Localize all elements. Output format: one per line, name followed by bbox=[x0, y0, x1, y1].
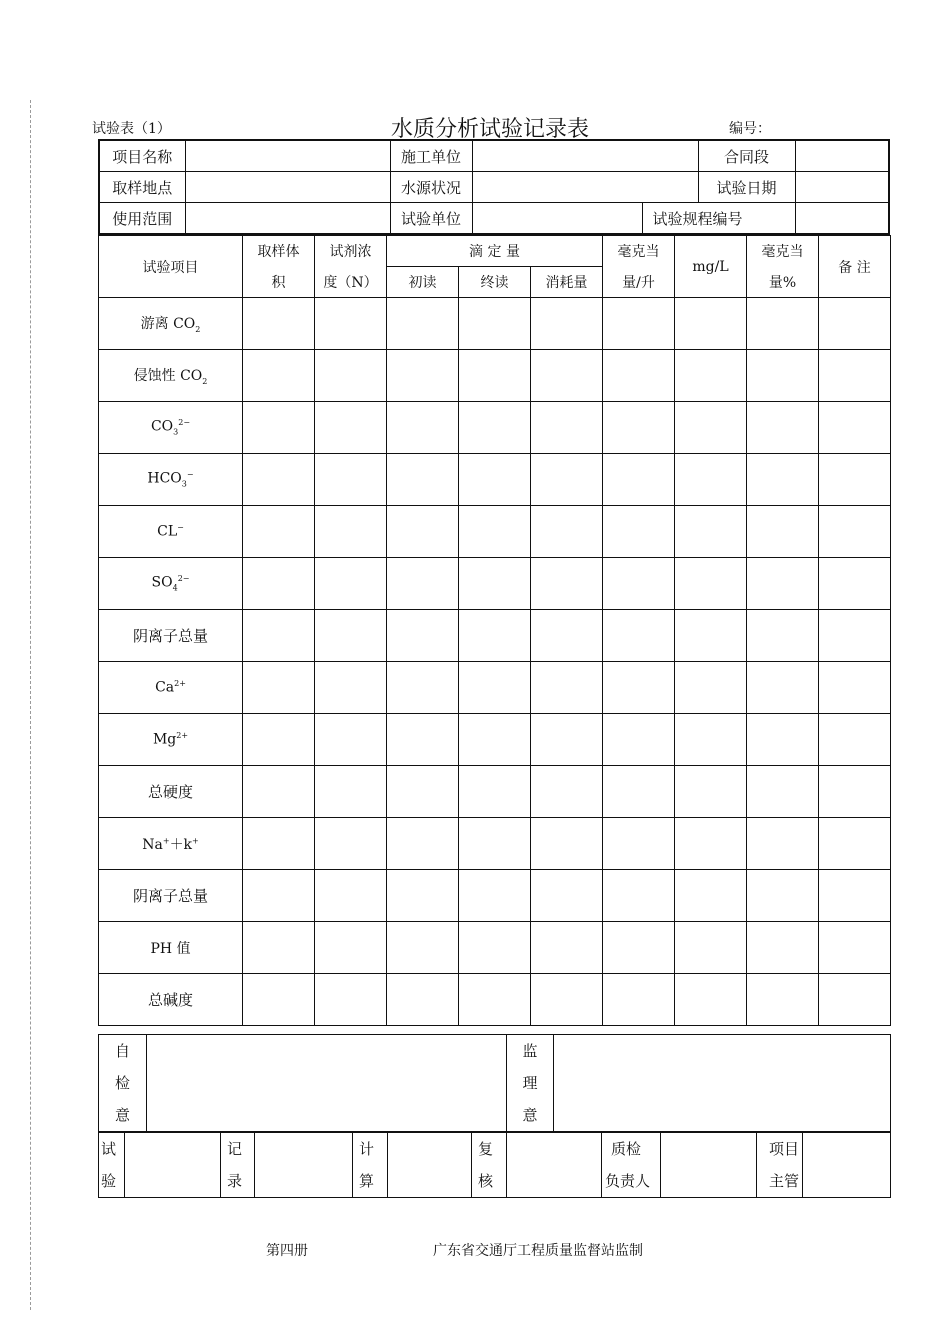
data-cell[interactable] bbox=[387, 974, 459, 1026]
data-cell[interactable] bbox=[459, 610, 531, 662]
data-cell[interactable] bbox=[819, 818, 891, 870]
data-cell[interactable] bbox=[315, 506, 387, 558]
signature-table bbox=[98, 1132, 891, 1198]
opinion-table bbox=[98, 1034, 891, 1132]
data-cell[interactable] bbox=[747, 818, 819, 870]
form-number: 试验表（1） bbox=[92, 121, 171, 137]
data-cell[interactable] bbox=[315, 402, 387, 454]
info-table bbox=[98, 139, 890, 235]
scope-of-use-label: 使用范围 bbox=[99, 203, 185, 235]
data-cell[interactable] bbox=[603, 870, 675, 922]
data-cell[interactable] bbox=[819, 766, 891, 818]
row-label-so4: $SO_4^{2-}$ bbox=[99, 558, 243, 610]
data-cell[interactable] bbox=[315, 610, 387, 662]
data-cell[interactable] bbox=[387, 298, 459, 350]
data-cell[interactable] bbox=[747, 350, 819, 402]
data-cell[interactable] bbox=[531, 506, 603, 558]
reviewer-label: 复 核 bbox=[472, 1133, 507, 1198]
footer-issuer: 广东省交通厅工程质量监督站监制 bbox=[433, 1243, 643, 1259]
data-cell[interactable] bbox=[747, 662, 819, 714]
data-cell[interactable] bbox=[387, 402, 459, 454]
supervision-label: 监 理 意 bbox=[507, 1035, 554, 1132]
project-name-label: 项目名称 bbox=[99, 140, 185, 172]
col-meq-per-l-2: 量/升 bbox=[603, 267, 675, 298]
supervision-field[interactable] bbox=[554, 1035, 891, 1132]
data-cell[interactable] bbox=[459, 714, 531, 766]
data-cell[interactable] bbox=[819, 298, 891, 350]
data-cell[interactable] bbox=[531, 610, 603, 662]
calculator-field[interactable] bbox=[388, 1133, 472, 1198]
data-cell[interactable] bbox=[531, 818, 603, 870]
row-label-mg: $Mg^{2+}$ bbox=[99, 714, 243, 766]
contract-section-label: 合同段 bbox=[698, 141, 796, 171]
data-cell[interactable] bbox=[747, 766, 819, 818]
test-date-field[interactable] bbox=[716, 172, 889, 203]
data-cell[interactable] bbox=[243, 610, 315, 662]
analysis-table bbox=[98, 235, 891, 1026]
data-cell[interactable] bbox=[819, 506, 891, 558]
data-cell[interactable] bbox=[531, 402, 603, 454]
data-cell[interactable] bbox=[459, 922, 531, 974]
data-cell[interactable] bbox=[459, 870, 531, 922]
col-sample-volume-1: 取样体 bbox=[243, 236, 315, 267]
data-cell[interactable] bbox=[747, 714, 819, 766]
data-cell[interactable] bbox=[675, 454, 747, 506]
project-name-field[interactable] bbox=[185, 140, 390, 172]
data-cell[interactable] bbox=[675, 350, 747, 402]
reviewer-field[interactable] bbox=[507, 1133, 602, 1198]
col-mg-l: mg/L bbox=[675, 236, 747, 298]
data-cell[interactable] bbox=[387, 350, 459, 402]
col-sample-volume-2: 积 bbox=[243, 267, 315, 298]
data-cell[interactable] bbox=[459, 766, 531, 818]
data-cell[interactable] bbox=[315, 870, 387, 922]
col-reagent-conc-2: 度（N） bbox=[315, 267, 387, 298]
row-label-total-hardness: 总硬度 bbox=[99, 766, 243, 818]
data-cell[interactable] bbox=[603, 922, 675, 974]
data-cell[interactable] bbox=[747, 506, 819, 558]
data-cell[interactable] bbox=[387, 662, 459, 714]
data-cell[interactable] bbox=[747, 298, 819, 350]
data-cell[interactable] bbox=[675, 714, 747, 766]
row-label-total-alkalinity: 总碱度 bbox=[99, 974, 243, 1026]
data-cell[interactable] bbox=[459, 298, 531, 350]
data-cell[interactable] bbox=[531, 558, 603, 610]
data-cell[interactable] bbox=[243, 870, 315, 922]
data-cell[interactable] bbox=[387, 818, 459, 870]
data-cell[interactable] bbox=[603, 298, 675, 350]
data-cell[interactable] bbox=[747, 402, 819, 454]
qc-lead-field[interactable] bbox=[661, 1133, 757, 1198]
sampling-location-field[interactable] bbox=[185, 172, 390, 203]
data-cell[interactable] bbox=[603, 662, 675, 714]
data-cell[interactable] bbox=[387, 506, 459, 558]
data-cell[interactable] bbox=[387, 766, 459, 818]
binding-margin-line bbox=[30, 100, 31, 1310]
scope-of-use-field[interactable] bbox=[185, 203, 390, 235]
data-cell[interactable] bbox=[243, 402, 315, 454]
data-cell[interactable] bbox=[315, 558, 387, 610]
data-cell[interactable] bbox=[315, 714, 387, 766]
recorder-label: 记 录 bbox=[221, 1133, 255, 1198]
data-cell[interactable] bbox=[675, 870, 747, 922]
data-cell[interactable] bbox=[675, 298, 747, 350]
row-label-ph: PH 值 bbox=[99, 922, 243, 974]
data-cell[interactable] bbox=[819, 922, 891, 974]
test-date-label: 试验日期 bbox=[698, 172, 796, 202]
data-cell[interactable] bbox=[603, 506, 675, 558]
data-cell[interactable] bbox=[603, 610, 675, 662]
data-cell[interactable] bbox=[459, 662, 531, 714]
row-label-aggressive-co2: 侵蚀性 $CO_2$ bbox=[99, 350, 243, 402]
data-cell[interactable] bbox=[819, 350, 891, 402]
page-title: 水质分析试验记录表 bbox=[390, 117, 589, 142]
data-cell[interactable] bbox=[315, 818, 387, 870]
qc-lead-label: 质检 负责人 bbox=[602, 1133, 661, 1198]
data-cell[interactable] bbox=[747, 974, 819, 1026]
data-cell[interactable] bbox=[675, 662, 747, 714]
data-cell[interactable] bbox=[603, 766, 675, 818]
tester-field[interactable] bbox=[125, 1133, 221, 1198]
recorder-field[interactable] bbox=[255, 1133, 353, 1198]
row-label-free-co2: 游离 $CO_2$ bbox=[99, 298, 243, 350]
col-titration: 滴 定 量 bbox=[387, 236, 603, 267]
data-cell[interactable] bbox=[531, 350, 603, 402]
data-cell[interactable] bbox=[819, 402, 891, 454]
data-cell[interactable] bbox=[531, 870, 603, 922]
data-cell[interactable] bbox=[675, 974, 747, 1026]
data-cell[interactable] bbox=[819, 610, 891, 662]
data-cell[interactable] bbox=[387, 870, 459, 922]
data-cell[interactable] bbox=[747, 454, 819, 506]
data-cell[interactable] bbox=[459, 350, 531, 402]
data-cell[interactable] bbox=[531, 922, 603, 974]
data-cell[interactable] bbox=[387, 610, 459, 662]
data-cell[interactable] bbox=[531, 974, 603, 1026]
data-cell[interactable] bbox=[675, 818, 747, 870]
water-source-label: 水源状况 bbox=[390, 172, 472, 203]
row-label-cl: CL− bbox=[99, 506, 243, 558]
col-meq-per-l-1: 毫克当 bbox=[603, 236, 675, 267]
form-header bbox=[92, 112, 888, 142]
col-reagent-conc-1: 试剂浓 bbox=[315, 236, 387, 267]
row-label-anion-total-1: 阴离子总量 bbox=[99, 610, 243, 662]
data-cell[interactable] bbox=[531, 714, 603, 766]
row-label-co3: $CO_3^{2-}$ bbox=[99, 402, 243, 454]
data-cell[interactable] bbox=[315, 662, 387, 714]
data-cell[interactable] bbox=[747, 922, 819, 974]
data-cell[interactable] bbox=[459, 402, 531, 454]
data-cell[interactable] bbox=[603, 350, 675, 402]
project-manager-label: 项目 主管 bbox=[757, 1133, 803, 1198]
col-remarks: 备 注 bbox=[819, 236, 891, 298]
data-cell[interactable] bbox=[459, 454, 531, 506]
data-cell[interactable] bbox=[675, 922, 747, 974]
data-cell[interactable] bbox=[675, 402, 747, 454]
col-meq-pct-1: 毫克当 bbox=[747, 236, 819, 267]
data-cell[interactable] bbox=[531, 766, 603, 818]
data-cell[interactable] bbox=[747, 870, 819, 922]
data-cell[interactable] bbox=[459, 506, 531, 558]
test-unit-field[interactable] bbox=[472, 203, 642, 235]
data-cell[interactable] bbox=[315, 350, 387, 402]
data-cell[interactable] bbox=[243, 454, 315, 506]
data-cell[interactable] bbox=[603, 974, 675, 1026]
data-cell[interactable] bbox=[531, 662, 603, 714]
col-final-reading: 终读 bbox=[459, 267, 531, 298]
data-cell[interactable] bbox=[315, 454, 387, 506]
data-cell[interactable] bbox=[243, 974, 315, 1026]
calculator-label: 计 算 bbox=[353, 1133, 388, 1198]
self-check-label: 自 检 意 bbox=[99, 1035, 147, 1132]
data-cell[interactable] bbox=[531, 454, 603, 506]
data-cell[interactable] bbox=[531, 298, 603, 350]
contract-section-field[interactable] bbox=[724, 140, 889, 172]
data-cell[interactable] bbox=[315, 974, 387, 1026]
data-cell[interactable] bbox=[603, 714, 675, 766]
data-cell[interactable] bbox=[819, 870, 891, 922]
data-cell[interactable] bbox=[675, 506, 747, 558]
col-consumption: 消耗量 bbox=[531, 267, 603, 298]
data-cell[interactable] bbox=[243, 506, 315, 558]
test-standard-field[interactable] bbox=[795, 203, 889, 235]
data-cell[interactable] bbox=[675, 558, 747, 610]
data-cell[interactable] bbox=[675, 766, 747, 818]
row-label-na-k: Na+＋k+ bbox=[99, 818, 243, 870]
data-cell[interactable] bbox=[243, 558, 315, 610]
construction-unit-label: 施工单位 bbox=[390, 140, 472, 172]
self-check-field[interactable] bbox=[147, 1035, 507, 1132]
data-cell[interactable] bbox=[243, 714, 315, 766]
data-cell[interactable] bbox=[459, 558, 531, 610]
data-cell[interactable] bbox=[315, 298, 387, 350]
data-cell[interactable] bbox=[243, 766, 315, 818]
data-cell[interactable] bbox=[243, 818, 315, 870]
data-cell[interactable] bbox=[819, 974, 891, 1026]
col-test-item: 试验项目 bbox=[99, 236, 243, 298]
data-cell[interactable] bbox=[819, 662, 891, 714]
data-cell[interactable] bbox=[819, 714, 891, 766]
tester-label: 试 验 bbox=[99, 1133, 125, 1198]
footer-volume: 第四册 bbox=[266, 1243, 308, 1259]
data-cell[interactable] bbox=[459, 818, 531, 870]
data-cell[interactable] bbox=[603, 454, 675, 506]
data-cell[interactable] bbox=[315, 766, 387, 818]
col-meq-pct-2: 量% bbox=[747, 267, 819, 298]
data-cell[interactable] bbox=[603, 558, 675, 610]
data-cell[interactable] bbox=[675, 610, 747, 662]
data-cell[interactable] bbox=[819, 558, 891, 610]
row-label-ca: $Ca^{2+}$ bbox=[99, 662, 243, 714]
data-cell[interactable] bbox=[387, 714, 459, 766]
project-manager-field[interactable] bbox=[803, 1133, 891, 1198]
col-initial-reading: 初读 bbox=[387, 267, 459, 298]
data-cell[interactable] bbox=[243, 662, 315, 714]
test-unit-label: 试验单位 bbox=[390, 203, 472, 235]
data-cell[interactable] bbox=[603, 818, 675, 870]
serial-number-label: 编号： bbox=[729, 121, 771, 137]
row-label-hco3: $HCO_3^-$ bbox=[99, 454, 243, 506]
data-cell[interactable] bbox=[603, 402, 675, 454]
data-cell[interactable] bbox=[387, 558, 459, 610]
data-cell[interactable] bbox=[819, 454, 891, 506]
data-cell[interactable] bbox=[243, 922, 315, 974]
test-standard-label: 试验规程编号 bbox=[642, 203, 795, 235]
sampling-location-label: 取样地点 bbox=[99, 172, 185, 203]
row-label-anion-total-2: 阴离子总量 bbox=[99, 870, 243, 922]
data-cell[interactable] bbox=[747, 610, 819, 662]
data-cell[interactable] bbox=[747, 558, 819, 610]
data-cell[interactable] bbox=[387, 454, 459, 506]
data-cell[interactable] bbox=[243, 298, 315, 350]
data-cell[interactable] bbox=[315, 922, 387, 974]
data-cell[interactable] bbox=[243, 350, 315, 402]
data-cell[interactable] bbox=[459, 974, 531, 1026]
data-cell[interactable] bbox=[387, 922, 459, 974]
